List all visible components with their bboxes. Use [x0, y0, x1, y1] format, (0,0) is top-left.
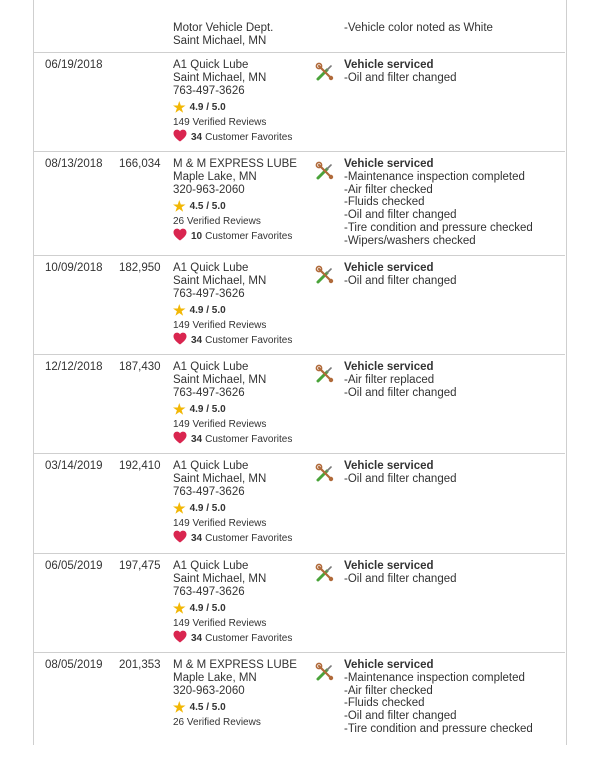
shop-phone: 763-497-3626 [173, 288, 245, 301]
wrench-screwdriver-icon [315, 161, 335, 181]
wrench-screwdriver-icon [315, 62, 335, 82]
shop-city: Saint Michael, MN [173, 72, 267, 85]
row-divider [34, 255, 565, 256]
star-icon: ★ [173, 198, 186, 215]
service-date: 06/05/2019 [45, 560, 103, 572]
customer-favorites [173, 230, 297, 244]
service-heading: Vehicle serviced [344, 460, 434, 472]
service-details [344, 560, 457, 586]
rating-value: 4.9 / 5.0 [189, 304, 226, 316]
heart-icon [173, 332, 191, 349]
shop-city: Maple Lake, MN [173, 672, 257, 685]
shop-phone: 763-497-3626 [173, 586, 245, 599]
shop-rating [173, 700, 297, 715]
service-heading: Vehicle serviced [344, 262, 434, 274]
shop-rating [173, 402, 292, 417]
odometer-reading: 166,034 [119, 158, 161, 170]
row-divider [34, 52, 565, 53]
favorites-count: 34 [191, 132, 203, 144]
odometer-reading: 182,950 [119, 262, 161, 274]
star-icon: ★ [173, 302, 186, 319]
rating-value: 4.5 / 5.0 [189, 701, 226, 713]
service-heading: Vehicle serviced [344, 361, 434, 373]
service-details [344, 659, 533, 736]
row-divider [34, 151, 565, 152]
heart-icon [173, 630, 191, 647]
detail-line: -Maintenance inspection completed [344, 671, 525, 684]
favorites-label: Customer Favorites [205, 231, 293, 243]
detail-line: -Oil and filter changed [344, 386, 457, 399]
row-divider [34, 453, 565, 454]
service-details [344, 59, 457, 85]
favorites-label: Customer Favorites [205, 633, 293, 645]
shop-city: Saint Michael, MN [173, 473, 267, 486]
service-details [344, 460, 457, 486]
star-icon: ★ [173, 500, 186, 517]
shop-city: Saint Michael, MN [173, 275, 267, 288]
service-date: 12/12/2018 [45, 361, 103, 373]
shop-name: A1 Quick Lube [173, 59, 249, 71]
detail-line: -Air filter checked [344, 684, 433, 697]
wrench-screwdriver-icon [315, 364, 335, 384]
service-heading: Vehicle serviced [344, 659, 434, 671]
favorites-count: 34 [191, 633, 203, 645]
shop-info [173, 361, 292, 447]
favorites-label: Customer Favorites [205, 132, 293, 144]
shop-city: Maple Lake, MN [173, 171, 257, 184]
customer-favorites [173, 532, 292, 546]
shop-phone: 763-497-3626 [173, 387, 245, 400]
shop-rating [173, 601, 292, 616]
shop-rating [173, 501, 292, 516]
shop-rating [173, 100, 292, 115]
verified-reviews: 149 Verified Reviews [173, 617, 267, 629]
odometer-reading: 197,475 [119, 560, 161, 572]
customer-favorites [173, 632, 292, 646]
service-details [344, 22, 493, 35]
shop-info [173, 22, 273, 48]
verified-reviews: 26 Verified Reviews [173, 716, 261, 728]
heart-icon [173, 530, 191, 547]
service-date: 10/09/2018 [45, 262, 103, 274]
service-details [344, 262, 457, 288]
star-icon: ★ [173, 699, 186, 716]
shop-phone: 763-497-3626 [173, 85, 245, 98]
verified-reviews: 149 Verified Reviews [173, 418, 267, 430]
verified-reviews: 149 Verified Reviews [173, 319, 267, 331]
star-icon: ★ [173, 99, 186, 116]
shop-phone: 763-497-3626 [173, 486, 245, 499]
detail-line: -Wipers/washers checked [344, 234, 476, 247]
star-icon: ★ [173, 401, 186, 418]
shop-city: Saint Michael, MN [173, 374, 267, 387]
wrench-screwdriver-icon [315, 662, 335, 682]
favorites-count: 34 [191, 335, 203, 347]
shop-name: M & M EXPRESS LUBE [173, 158, 297, 170]
history-table [33, 0, 567, 745]
detail-line: -Maintenance inspection completed [344, 170, 525, 183]
heart-icon [173, 228, 191, 245]
shop-name: M & M EXPRESS LUBE [173, 659, 297, 671]
detail-line: -Fluids checked [344, 697, 425, 710]
row-divider [34, 354, 565, 355]
customer-favorites [173, 334, 292, 348]
favorites-count: 34 [191, 434, 203, 446]
odometer-reading: 192,410 [119, 460, 161, 472]
shop-name: A1 Quick Lube [173, 460, 249, 472]
service-date: 08/13/2018 [45, 158, 103, 170]
row-divider [34, 652, 565, 653]
heart-icon [173, 431, 191, 448]
detail-line: -Oil and filter changed [344, 209, 457, 222]
shop-info [173, 262, 292, 348]
shop-phone: 320-963-2060 [173, 685, 245, 698]
odometer-reading: 187,430 [119, 361, 161, 373]
row-divider [34, 553, 565, 554]
service-details [344, 361, 457, 399]
rating-value: 4.9 / 5.0 [189, 602, 226, 614]
favorites-label: Customer Favorites [205, 533, 293, 545]
favorites-label: Customer Favorites [205, 335, 293, 347]
verified-reviews: 26 Verified Reviews [173, 215, 261, 227]
customer-favorites [173, 433, 292, 447]
shop-info [173, 659, 297, 729]
heart-icon [173, 129, 191, 146]
rating-value: 4.9 / 5.0 [189, 502, 226, 514]
shop-name: A1 Quick Lube [173, 361, 249, 373]
odometer-reading: 201,353 [119, 659, 161, 671]
wrench-screwdriver-icon [315, 563, 335, 583]
shop-phone: 320-963-2060 [173, 184, 245, 197]
shop-name: A1 Quick Lube [173, 262, 249, 274]
shop-info [173, 158, 297, 244]
service-heading: Vehicle serviced [344, 59, 434, 71]
shop-city: Saint Michael, MN [173, 35, 267, 48]
detail-line: -Oil and filter changed [344, 71, 457, 84]
shop-info [173, 59, 292, 145]
service-date: 06/19/2018 [45, 59, 103, 71]
detail-line: -Air filter replaced [344, 373, 435, 386]
detail-line: -Oil and filter changed [344, 710, 457, 723]
detail-line: -Fluids checked [344, 196, 425, 209]
verified-reviews: 149 Verified Reviews [173, 116, 267, 128]
shop-rating [173, 303, 292, 318]
wrench-screwdriver-icon [315, 463, 335, 483]
shop-info [173, 560, 292, 646]
detail-line: -Tire condition and pressure checked [344, 221, 533, 234]
shop-name: A1 Quick Lube [173, 560, 249, 572]
rating-value: 4.9 / 5.0 [189, 101, 226, 113]
service-date: 08/05/2019 [45, 659, 103, 671]
detail-line: -Oil and filter changed [344, 472, 457, 485]
detail-line: -Oil and filter changed [344, 274, 457, 287]
detail-line: -Air filter checked [344, 183, 433, 196]
star-icon: ★ [173, 600, 186, 617]
service-heading: Vehicle serviced [344, 560, 434, 572]
customer-favorites [173, 131, 292, 145]
service-details [344, 158, 533, 248]
shop-info [173, 460, 292, 546]
detail-line: -Oil and filter changed [344, 572, 457, 585]
service-heading: Vehicle serviced [344, 158, 434, 170]
shop-name: Motor Vehicle Dept. [173, 22, 274, 34]
favorites-count: 10 [191, 231, 203, 243]
wrench-screwdriver-icon [315, 265, 335, 285]
detail-line: -Vehicle color noted as White [344, 22, 493, 34]
verified-reviews: 149 Verified Reviews [173, 517, 267, 529]
shop-rating [173, 199, 297, 214]
rating-value: 4.9 / 5.0 [189, 403, 226, 415]
shop-city: Saint Michael, MN [173, 573, 267, 586]
service-date: 03/14/2019 [45, 460, 103, 472]
detail-line: -Tire condition and pressure checked [344, 722, 533, 735]
favorites-label: Customer Favorites [205, 434, 293, 446]
rating-value: 4.5 / 5.0 [189, 200, 226, 212]
favorites-count: 34 [191, 533, 203, 545]
